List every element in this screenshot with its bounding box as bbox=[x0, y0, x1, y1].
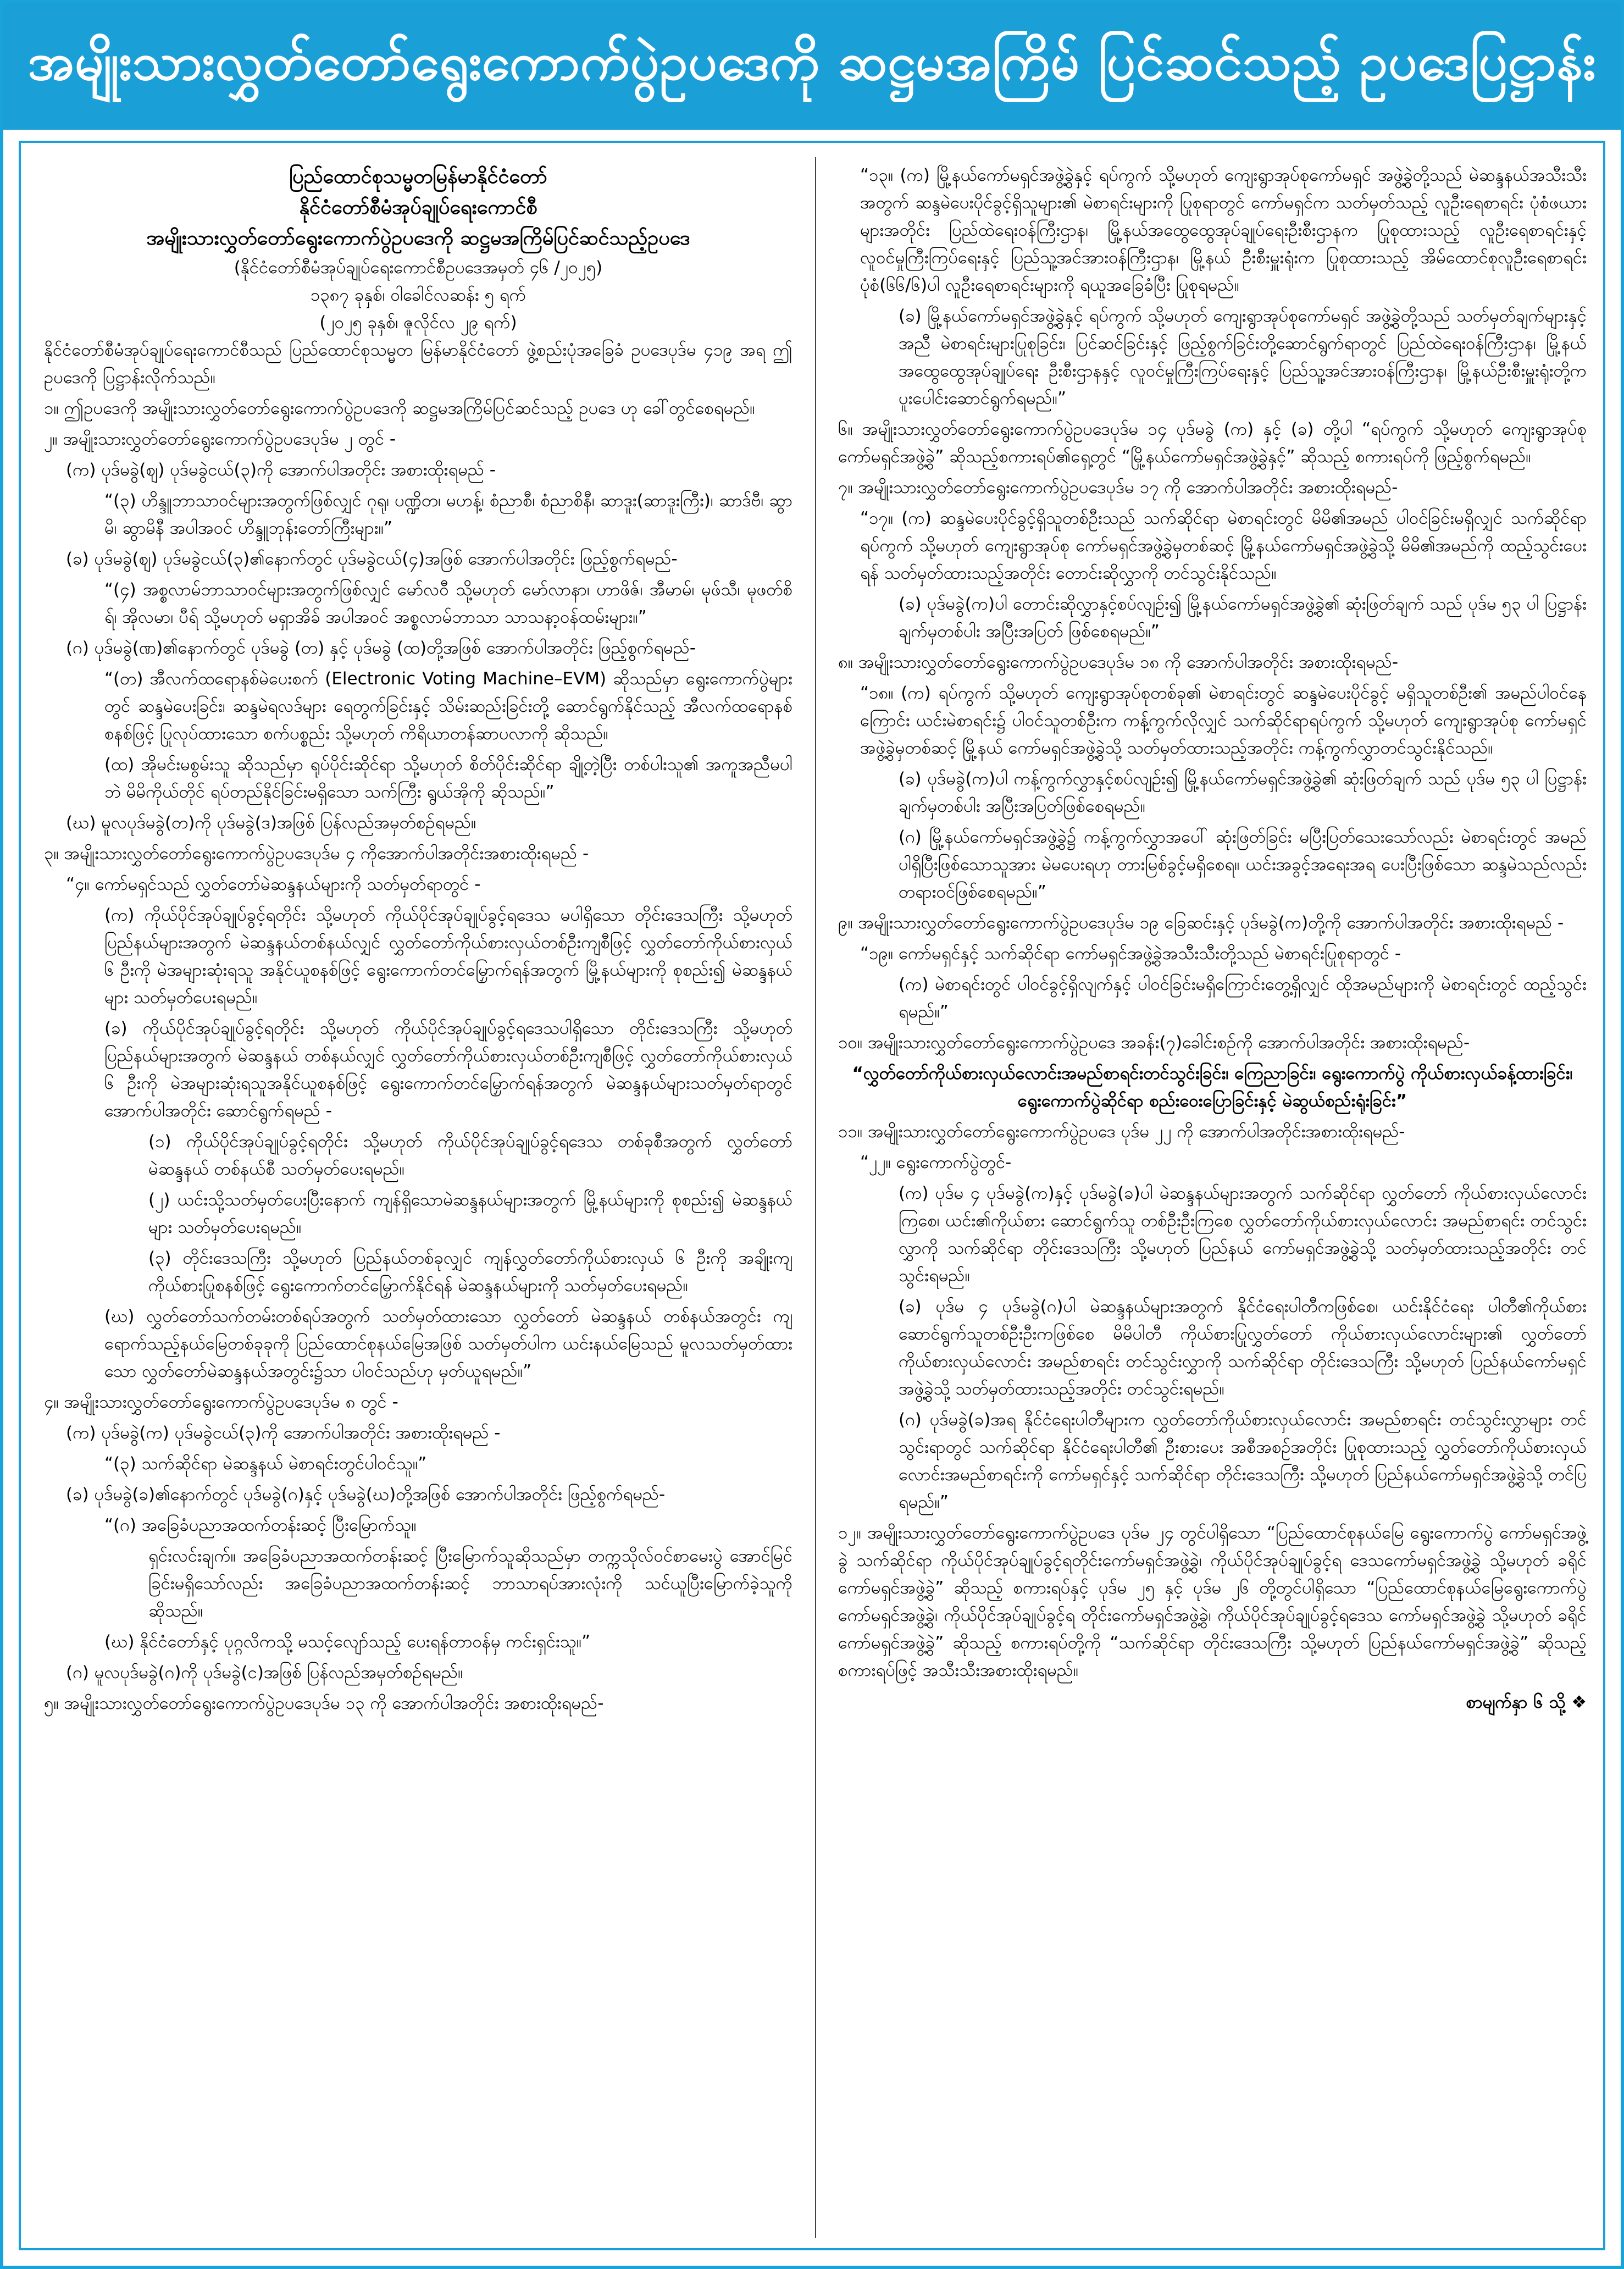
column-divider bbox=[815, 157, 816, 2238]
title-banner bbox=[3, 3, 1621, 130]
law-subheader-line: (နိုင်ငံတော်စီမံအုပ်ချုပ်ရေးကောင်စီဥပဒေအမှတ် ၄၆ /၂၀၂၅) bbox=[234, 258, 603, 278]
law-paragraph: (ဃ) မူလပုဒ်မခွဲ(တ)ကို ပုဒ်မခွဲ(ဒ)အဖြစ် ပြန်လည်အမှတ်စဉ်ရမည်။ bbox=[66, 813, 476, 833]
law-paragraph: (ခ) ပုဒ်မခွဲ(က)ပါ တောင်းဆိုလွှာနှင့်စပ်လျဉ်း၍ မြို့နယ်ကော်မရှင်အဖွဲ့ခွဲ၏ ဆုံးဖြတ်ချက် သည် ပုဒ်မ ၅၃ ပါ ပြဋ္ဌာန်းချက်မှတစ်ပါး အပြီးအပြတ် ဖြစ်စေရမည်။” bbox=[899, 594, 1587, 641]
law-paragraph: “၁၈။ (က) ရပ်ကွက် သို့မဟုတ် ကျေးရွာအုပ်စုတစ်ခု၏ မဲစာရင်းတွင် ဆန္ဒမဲပေးပိုင်ခွင့် မရှိသူတစ်ဦး၏ အမည်ပါဝင်နေကြောင်း ယင်းမဲစာရင်း၌ ပါဝင်သူတစ်ဦးက ကန့်ကွက်လိုလျှင် သက်ဆိုင်ရာရပ်ကွက် သို့မဟုတ် ကျေးရွာအုပ်စု ကော်မရှင်အဖွဲ့ခွဲမှတစ်ဆင့် မြို့နယ် ကော်မရှင်အဖွဲ့ခွဲသို့ သတ်မှတ်ထားသည့်အတိုင်း ကန့်ကွက်လွှာတင်သွင်းနိုင်သည်။ bbox=[860, 683, 1587, 758]
law-paragraph: (ဃ) နိုင်ငံတော်နှင့် ပုဂ္ဂလိကသို့ မသင့်လျော်သည့် ပေးရန်တာဝန်မှ ကင်းရှင်းသူ။” bbox=[104, 1632, 591, 1652]
law-header-line: ပြည်ထောင်စုသမ္မတမြန်မာနိုင်ငံတော် bbox=[289, 165, 547, 188]
right-column bbox=[819, 152, 1605, 2244]
law-paragraph: (ဃ) လွှတ်တော်သက်တမ်းတစ်ရပ်အတွက် သတ်မှတ်ထားသော လွှတ်တော် မဲဆန္ဒနယ် တစ်နယ်အတွင်း ကျရောက်သည့်နယ်မြေတစ်ခုခုကို ပြည်ထောင်စုနယ်မြေအဖြစ် သတ်မှတ်ပါက ယင်းနယ်မြေသည် မူလသတ်မှတ်ထားသော လွှတ်တော်မဲဆန္ဒနယ်အတွင်း၌သာ ပါဝင်သည်ဟု မှတ်ယူရမည်။” bbox=[104, 1307, 792, 1381]
law-paragraph: (ဂ) မြို့နယ်ကော်မရှင်အဖွဲ့ခွဲ၌ ကန့်ကွက်လွှာအပေါ် ဆုံးဖြတ်ခြင်း မပြီးပြတ်သေးသော်လည်း မဲစာရင်းတွင် အမည်ပါရှိပြီးဖြစ်သောသူအား မဲမပေးရဟု တားမြစ်ခွင့်မရှိစေရ။ ယင်းအခွင့်အရေးအရ ပေးပြီးဖြစ်သော ဆန္ဒမဲသည်လည်း တရားဝင်ဖြစ်စေရမည်။” bbox=[899, 827, 1587, 902]
left-paragraphs bbox=[44, 336, 792, 1717]
law-paragraph: (ခ) ကိုယ်ပိုင်အုပ်ချုပ်ခွင့်ရတိုင်း သို့မဟုတ် ကိုယ်ပိုင်အုပ်ချုပ်ခွင့်ရဒေသပါရှိသော တိုင်းဒေသကြီး သို့မဟုတ် ပြည်နယ်များအတွက် မဲဆန္ဒနယ် တစ်နယ်လျှင် လွှတ်တော်ကိုယ်စားလှယ်တစ်ဦးကျစီဖြင့် လွှတ်တော်ကိုယ်စားလှယ် ၆ ဦးကို မဲအများဆုံးရသူအနိုင်ယူစနစ်ဖြင့် ရွေးကောက်တင်မြှောက်ရန်အတွက် မဲဆန္ဒနယ်များသတ်မှတ်ရာတွင် အောက်ပါအတိုင်း ဆောင်ရွက်ရမည် - bbox=[104, 1019, 792, 1121]
law-paragraph: ၅။ အမျိုးသားလွှတ်တော်ရွေးကောက်ပွဲဥပဒေပုဒ်မ ၁၃ ကို အောက်ပါအတိုင်း အစားထိုးရမည်- bbox=[44, 1694, 604, 1713]
law-paragraph: ၂။ အမျိုးသားလွှတ်တော်ရွေးကောက်ပွဲဥပဒေပုဒ်မ ၂ တွင် - bbox=[44, 429, 396, 449]
law-paragraph: (ခ) ပုဒ်မခွဲ(က)ပါ ကန့်ကွက်လွှာနှင့်စပ်လျဉ်း၍ မြို့နယ်ကော်မရှင်အဖွဲ့ခွဲ၏ ဆုံးဖြတ်ချက် သည် ပုဒ်မ ၅၃ ပါ ပြဋ္ဌာန်းချက်မှတစ်ပါး အပြီးအပြတ်ဖြစ်စေရမည်။ bbox=[899, 769, 1587, 816]
law-paragraph: ၇။ အမျိုးသားလွှတ်တော်ရွေးကောက်ပွဲဥပဒေပုဒ်မ ၁၇ ကို အောက်ပါအတိုင်း အစားထိုးရမည်- bbox=[838, 478, 1398, 497]
law-paragraph: နိုင်ငံတော်စီမံအုပ်ချုပ်ရေးကောင်စီသည် ပြည်ထောင်စုသမ္မတ မြန်မာနိုင်ငံတော် ဖွဲ့စည်းပုံအခြေခံ ဥပဒေပုဒ်မ ၄၁၉ အရ ဤဥပဒေကို ပြဋ္ဌာန်းလိုက်သည်။ bbox=[44, 340, 792, 388]
law-header-line: အမျိုးသားလွှတ်တော်ရွေးကောက်ပွဲဥပဒေကို ဆဋ္ဌမအကြိမ်ပြင်ဆင်သည့်ဥပဒေ bbox=[146, 227, 690, 250]
law-paragraph: (က) ကိုယ်ပိုင်အုပ်ချုပ်ခွင့်ရတိုင်း သို့မဟုတ် ကိုယ်ပိုင်အုပ်ချုပ်ခွင့်ရဒေသ မပါရှိသော တိုင်းဒေသကြီး သို့မဟုတ် ပြည်နယ်များအတွက် မဲဆန္ဒနယ်တစ်နယ်လျှင် လွှတ်တော်ကိုယ်စားလှယ်တစ်ဦးကျစီဖြင့် လွှတ်တော်ကိုယ်စားလှယ် ၆ ဦးကို မဲအများဆုံးရသူ အနိုင်ယူစနစ်ဖြင့် ရွေးကောက်တင်မြှောက်ရန်အတွက် မြို့နယ်များကို စုစည်း၍ မဲဆန္ဒနယ်များ သတ်မှတ်ပေးရမည်။ bbox=[104, 905, 792, 1008]
law-subheader-line: ၁၃၈၇ ခုနှစ်၊ ဝါခေါင်လဆန်း ၅ ရက် bbox=[310, 285, 526, 305]
law-paragraph: (ဂ) ပုဒ်မခွဲ(ခ)အရ နိုင်ငံရေးပါတီများက လွှတ်တော်ကိုယ်စားလှယ်လောင်း အမည်စာရင်း တင်သွင်းလွှာများ တင်သွင်းရာတွင် သက်ဆိုင်ရာ နိုင်ငံရေးပါတီ၏ ဦးစားပေး အစီအစဉ်အတိုင်း ပြုစုထားသည့် လွှတ်တော်ကိုယ်စားလှယ်လောင်းအမည်စာရင်းကို ကော်မရှင်နှင့် သက်ဆိုင်ရာ တိုင်းဒေသကြီး သို့မဟုတ် ပြည်နယ်ကော်မရှင်အဖွဲ့ခွဲသို့ တင်ပြရမည်။” bbox=[899, 1410, 1587, 1512]
law-paragraph: ၁၂။ အမျိုးသားလွှတ်တော်ရွေးကောက်ပွဲဥပဒေ ပုဒ်မ ၂၄ တွင်ပါရှိသော “ပြည်ထောင်စုနယ်မြေ ရွေးကောက်ပွဲ ကော်မရှင်အဖွဲ့ခွဲ သက်ဆိုင်ရာ ကိုယ်ပိုင်အုပ်ချုပ်ခွင့်ရတိုင်းကော်မရှင်အဖွဲ့ခွဲ၊ ကိုယ်ပိုင်အုပ်ချုပ်ခွင့်ရ ဒေသကော်မရှင်အဖွဲ့ခွဲ သို့မဟုတ် ခရိုင်ကော်မရှင်အဖွဲ့ခွဲ” ဆိုသည့် စကားရပ်နှင့် ပုဒ်မ ၂၅ နှင့် ပုဒ်မ ၂၆ တို့တွင်ပါရှိသော “ပြည်ထောင်စုနယ်မြေရွေးကောက်ပွဲ ကော်မရှင်အဖွဲ့ခွဲ၊ ကိုယ်ပိုင်အုပ်ချုပ်ခွင့်ရ တိုင်းကော်မရှင်အဖွဲ့ခွဲ၊ ကိုယ်ပိုင်အုပ်ချုပ်ခွင့်ရဒေသ ကော်မရှင်အဖွဲ့ခွဲ သို့မဟုတ် ခရိုင်ကော်မရှင်အဖွဲ့ခွဲ” ဆိုသည့် စကားရပ်တို့ကို “သက်ဆိုင်ရာ တိုင်းဒေသကြီး သို့မဟုတ် ပြည်နယ်ကော်မရှင်အဖွဲ့ခွဲ” ဆိုသည့် စကားရပ်ဖြင့် အသီးသီးအစားထိုးရမည်။ bbox=[838, 1523, 1587, 1680]
law-paragraph: (၁) ကိုယ်ပိုင်အုပ်ချုပ်ခွင့်ရတိုင်း သို့မဟုတ် ကိုယ်ပိုင်အုပ်ချုပ်ခွင့်ရဒေသ တစ်ခုစီအတွက် လွှတ်တော်မဲဆန္ဒနယ် တစ်နယ်စီ သတ်မှတ်ပေးရမည်။ bbox=[148, 1132, 792, 1179]
left-column bbox=[25, 152, 811, 2244]
law-paragraph: ၁၁။ အမျိုးသားလွှတ်တော်ရွေးကောက်ပွဲဥပဒေ ပုဒ်မ ၂၂ ကို အောက်ပါအတိုင်းအစားထိုးရမည်- bbox=[838, 1122, 1405, 1142]
law-paragraph: ၈။ အမျိုးသားလွှတ်တော်ရွေးကောက်ပွဲဥပဒေပုဒ်မ ၁၈ ကို အောက်ပါအတိုင်း အစားထိုးရမည်- bbox=[838, 652, 1399, 672]
law-paragraph: “၄။ ကော်မရှင်သည် လွှတ်တော်မဲဆန္ဒနယ်များကို သတ်မှတ်ရာတွင် - bbox=[66, 875, 481, 894]
law-paragraph: “(တ) အီလက်ထရောနစ်မဲပေးစက် (Electronic Voting Machine–EVM) ဆိုသည်မှာ ရွေးကောက်ပွဲများတွင် ဆန္ဒမဲပေးခြင်း၊ ဆန္ဒမဲရလဒ်များ ရေတွက်ခြင်းနှင့် သိမ်းဆည်းခြင်းတို့ ဆောင်ရွက်နိုင်သည့် အီလက်ထရောနစ်စနစ်ဖြင့် ပြုလုပ်ထားသော စက်ပစ္စည်း သို့မဟုတ် ကိရိယာတန်ဆာပလာကို ဆိုသည်။ bbox=[104, 669, 792, 744]
law-paragraph: “(ဂ) အခြေခံပညာအထက်တန်းဆင့် ပြီးမြောက်သူ။ bbox=[104, 1515, 417, 1535]
law-paragraph: “(၄) အစ္စလာမ်ဘာသာဝင်များအတွက်ဖြစ်လျှင် မော်လဝီ သို့မဟုတ် မော်လာနာ၊ ဟာဖိဇ်၊ အီမာမ်၊ မုဖ်သီ၊ မုဖတ်စိရ်၊ အိုလမာ၊ ပီရ် သို့မဟုတ် မရှာအိခ် အပါအဝင် အစ္စလာမ်ဘာသာ သာသနာ့ဝန်ထမ်းများ။” bbox=[104, 580, 792, 627]
law-header-line: နိုင်ငံတော်စီမံအုပ်ချုပ်ရေးကောင်စီ bbox=[299, 196, 537, 219]
law-paragraph: (က) မဲစာရင်းတွင် ပါဝင်ခွင့်ရှိလျက်နှင့် ပါဝင်ခြင်းမရှိကြောင်းတွေ့ရှိလျှင် ထိုအမည်များကို မဲစာရင်းတွင် ထည့်သွင်းရမည်။” bbox=[899, 975, 1587, 1022]
law-paragraph: ရှင်းလင်းချက်။ အခြေခံပညာအထက်တန်းဆင့် ပြီးမြောက်သူဆိုသည်မှာ တက္ကသိုလ်ဝင်စာမေးပွဲ အောင်မြင်ခြင်းမရှိသော်လည်း အခြေခံပညာအထက်တန်းဆင့် ဘာသာရပ်အားလုံးကို သင်ယူပြီးမြောက်ခဲ့သူကို ဆိုသည်။ bbox=[148, 1546, 792, 1621]
law-paragraph: “၁၉။ ကော်မရှင်နှင့် သက်ဆိုင်ရာ ကော်မရှင်အဖွဲ့ခွဲအသီးသီးတို့သည် မဲစာရင်းပြုစုရာတွင် - bbox=[860, 944, 1401, 964]
law-paragraph: (က) ပုဒ်မခွဲ(က) ပုဒ်မခွဲငယ်(၃)ကို အောက်ပါအတိုင်း အစားထိုးရမည် - bbox=[66, 1423, 501, 1443]
law-paragraph: “၁၃။ (က) မြို့နယ်ကော်မရှင်အဖွဲ့ခွဲနှင့် ရပ်ကွက် သို့မဟုတ် ကျေးရွာအုပ်စုကော်မရှင် အဖွဲ့ခွဲတို့သည် မဲဆန္ဒနယ်အသီးသီးအတွက် ဆန္ဒမဲပေးပိုင်ခွင့်ရှိသူများ၏ မဲစာရင်းများကို ပြုစုရာတွင် ကော်မရှင်က သတ်မှတ်သည့် လူဦးရေစာရင်း ပုံစံဖယားများအတိုင်း ပြည်ထဲရေးဝန်ကြီးဌာန၊ မြို့နယ်အထွေထွေအုပ်ချုပ်ရေးဦးစီးဌာနက ပြုစုထားသည့် လူဦးရေစာရင်းနှင့် လူဝင်မှုကြီးကြပ်ရေးနှင့် ပြည်သူ့အင်အားဝန်ကြီးဌာန၊ မြို့နယ် ဦးစီးမှူးရုံးက ပြုစုထားသည့် အိမ်ထောင်စုလူဦးရေစာရင်းပုံစံ(၆၆/၆)ပါ လူဦးရေစာရင်းများကို ရယူအခြေခံပြီး ပြုစုရမည်။ bbox=[860, 165, 1587, 295]
law-header bbox=[44, 162, 792, 336]
law-paragraph: (ခ) ပုဒ်မ ၄ ပုဒ်မခွဲ(ဂ)ပါ မဲဆန္ဒနယ်များအတွက် နိုင်ငံရေးပါတီကဖြစ်စေ၊ ယင်းနိုင်ငံရေး ပါတီ၏ကိုယ်စား ဆောင်ရွက်သူတစ်ဦးဦးကဖြစ်စေ မိမိပါတီ ကိုယ်စားပြုလွှတ်တော် ကိုယ်စားလှယ်လောင်းများ၏ လွှတ်တော်ကိုယ်စားလှယ်လောင်း အမည်စာရင်း တင်သွင်းလွှာကို သက်ဆိုင်ရာ တိုင်းဒေသကြီး သို့မဟုတ် ပြည်နယ်ကော်မရှင်အဖွဲ့ခွဲသို့ သတ်မှတ်ထားသည့်အတိုင်း တင်သွင်းရမည်။ bbox=[899, 1297, 1587, 1399]
law-paragraph: “လွှတ်တော်ကိုယ်စားလှယ်လောင်းအမည်စာရင်းတင်သွင်းခြင်း၊ ကြေညာခြင်း၊ ရွေးကောက်ပွဲ ကိုယ်စားလှယ်ခန့်ထားခြင်း၊ ရွေးကောက်ပွဲဆိုင်ရာ စည်းဝေးပြောခြင်းနှင့် မဲဆွယ်စည်းရုံးခြင်း” bbox=[852, 1064, 1573, 1111]
law-paragraph: “၁၇။ (က) ဆန္ဒမဲပေးပိုင်ခွင့်ရှိသူတစ်ဦးသည် သက်ဆိုင်ရာ မဲစာရင်းတွင် မိမိ၏အမည် ပါဝင်ခြင်းမရှိလျှင် သက်ဆိုင်ရာရပ်ကွက် သို့မဟုတ် ကျေးရွာအုပ်စု ကော်မရှင်အဖွဲ့ခွဲမှတစ်ဆင့် မြို့နယ်ကော်မရှင်အဖွဲ့ခွဲသို့ မိမိ၏အမည်ကို ထည့်သွင်းပေးရန် သတ်မှတ်ထားသည့်အတိုင်း တောင်းဆိုလွှာကို တင်သွင်းနိုင်သည်။ bbox=[860, 508, 1587, 583]
law-paragraph: (၃) တိုင်းဒေသကြီး သို့မဟုတ် ပြည်နယ်တစ်ခုလျှင် ကျန်လွှတ်တော်ကိုယ်စားလှယ် ၆ ဦးကို အချိုးကျကိုယ်စားပြုစနစ်ဖြင့် ရွေးကောက်တင်မြှောက်နိုင်ရန် မဲဆန္ဒနယ်များကို သတ်မှတ်ပေးရမည်။ bbox=[148, 1248, 792, 1296]
law-paragraph: ၁။ ဤဥပဒေကို အမျိုးသားလွှတ်တော်ရွေးကောက်ပွဲဥပဒေကို ဆဋ္ဌမအကြိမ်ပြင်ဆင်သည့် ဥပဒေ ဟု ခေါ်တွင်စေရမည်။ bbox=[44, 399, 755, 418]
law-paragraph: ၄။ အမျိုးသားလွှတ်တော်ရွေးကောက်ပွဲဥပဒေပုဒ်မ ၈ တွင် - bbox=[44, 1392, 398, 1412]
continued-note: စာမျက်နှာ ၆ သို့ ❖ bbox=[1466, 1692, 1587, 1712]
law-paragraph: (က) ပုဒ်မ ၄ ပုဒ်မခွဲ(က)နှင့် ပုဒ်မခွဲ(ခ)ပါ မဲဆန္ဒနယ်များအတွက် သက်ဆိုင်ရာ လွှတ်တော် ကိုယ်စားလှယ်လောင်းကြစေ၊ ယင်း၏ကိုယ်စား ဆောင်ရွက်သူ တစ်ဦးဦးကြစေ လွှတ်တော်ကိုယ်စားလှယ်လောင်း အမည်စာရင်း တင်သွင်းလွှာကို သက်ဆိုင်ရာ တိုင်းဒေသကြီး သို့မဟုတ် ပြည်နယ် ကော်မရှင်အဖွဲ့ခွဲသို့ သတ်မှတ်ထားသည့်အတိုင်း တင်သွင်းရမည်။ bbox=[899, 1183, 1587, 1286]
law-subheader-line: (၂၀၂၅ ခုနှစ်၊ ဇူလိုင်လ ၂၉ ရက်) bbox=[319, 313, 517, 333]
law-paragraph: (၂) ယင်းသို့သတ်မှတ်ပေးပြီးနောက် ကျန်ရှိသောမဲဆန္ဒနယ်များအတွက် မြို့နယ်များကို စုစည်း၍ မဲဆန္ဒနယ်များ သတ်မှတ်ပေးရမည်။ bbox=[148, 1190, 792, 1237]
law-paragraph: (ထ) အိုမင်းမစွမ်းသူ ဆိုသည်မှာ ရုပ်ပိုင်းဆိုင်ရာ သို့မဟုတ် စိတ်ပိုင်းဆိုင်ရာ ချို့တဲ့ပြီး တစ်ပါးသူ၏ အကူအညီမပါဘဲ မိမိကိုယ်တိုင် ရပ်တည်နိုင်ခြင်းမရှိသော သက်ကြီး ရွယ်အိုကို ဆိုသည်။” bbox=[104, 755, 792, 802]
law-paragraph: ၃။ အမျိုးသားလွှတ်တော်ရွေးကောက်ပွဲဥပဒေပုဒ်မ ၄ ကိုအောက်ပါအတိုင်းအစားထိုးရမည် - bbox=[44, 844, 589, 864]
law-paragraph: (ခ) မြို့နယ်ကော်မရှင်အဖွဲ့ခွဲနှင့် ရပ်ကွက် သို့မဟုတ် ကျေးရွာအုပ်စုကော်မရှင် အဖွဲ့ခွဲတို့သည် သတ်မှတ်ချက်များနှင့်အညီ မဲစာရင်းများပြုစုခြင်း၊ ပြင်ဆင်ခြင်းနှင့် ဖြည့်စွက်ခြင်းတို့ဆောင်ရွက်ရာတွင် ပြည်ထဲရေးဝန်ကြီးဌာန၊ မြို့နယ်အထွေထွေအုပ်ချုပ်ရေး ဦးစီးဌာနနှင့် လူဝင်မှုကြီးကြပ်ရေးနှင့် ပြည်သူ့အင်အားဝန်ကြီးဌာန၊ မြို့နယ်ဦးစီးမှူးရုံးတို့က ပူးပေါင်းဆောင်ရွက်ရမည်။” bbox=[899, 306, 1587, 408]
right-paragraphs bbox=[838, 162, 1587, 1684]
law-paragraph: (ခ) ပုဒ်မခွဲ(ဈ) ပုဒ်မခွဲငယ်(၃)၏နောက်တွင် ပုဒ်မခွဲငယ်(၄)အဖြစ် အောက်ပါအတိုင်း ဖြည့်စွက်ရမည်- bbox=[66, 549, 678, 569]
law-paragraph: (က) ပုဒ်မခွဲ(ဈ) ပုဒ်မခွဲငယ်(၃)ကို အောက်ပါအတိုင်း အစားထိုးရမည် - bbox=[66, 460, 496, 480]
law-paragraph: ၉။ အမျိုးသားလွှတ်တော်ရွေးကောက်ပွဲဥပဒေပုဒ်မ ၁၉ ခြေဆင်းနှင့် ပုဒ်မခွဲ(က)တို့ကို အောက်ပါအတိုင်း အစားထိုးရမည် - bbox=[838, 913, 1564, 933]
law-paragraph: ၆။ အမျိုးသားလွှတ်တော်ရွေးကောက်ပွဲဥပဒေပုဒ်မ ၁၄ ပုဒ်မခွဲ (က) နှင့် (ခ) တို့ပါ “ရပ်ကွက် သို့မဟုတ် ကျေးရွာအုပ်စုကော်မရှင်အဖွဲ့ခွဲ” ဆိုသည့်စကားရပ်၏ရှေ့တွင် “မြို့နယ်ကော်မရှင်အဖွဲ့ခွဲနှင့်” ဆိုသည့် စကားရပ်ကို ဖြည့်စွက်ရမည်။ bbox=[838, 419, 1587, 467]
law-paragraph: “၂၂။ ရွေးကောက်ပွဲတွင်- bbox=[860, 1153, 1012, 1172]
law-paragraph: ၁၀။ အမျိုးသားလွှတ်တော်ရွေးကောက်ပွဲဥပဒေ အခန်း(၇)ခေါင်းစဉ်ကို အောက်ပါအတိုင်း အစားထိုးရမည်- bbox=[838, 1033, 1470, 1053]
law-paragraph: (ဂ) ပုဒ်မခွဲ(ဏ)၏နောက်တွင် ပုဒ်မခွဲ (တ) နှင့် ပုဒ်မခွဲ (ထ)တို့အဖြစ် အောက်ပါအတိုင်း ဖြည့်စွက်ရမည်- bbox=[66, 638, 696, 658]
law-paragraph: “(၃) ဟိန္ဒူဘာသာဝင်များအတွက်ဖြစ်လျှင် ဂုရု၊ ပဏ္ဍိတ၊ မဟန့်၊ စံညာစီ၊ စံညာစိနီ၊ ဆာဒူး(ဆာဒူးကြီး)၊ ဆာဒ်ဗီ၊ ဆွာမိ၊ ဆွာမိနီ အပါအဝင် ဟိန္ဒူဘုန်းတော်ကြီးများ။” bbox=[104, 491, 792, 538]
law-paragraph: (ဂ) မူလပုဒ်မခွဲ(ဂ)ကို ပုဒ်မခွဲ(င)အဖြစ် ပြန်လည်အမှတ်စဉ်ရမည်။ bbox=[66, 1663, 463, 1683]
law-paragraph: “(၃) သက်ဆိုင်ရာ မဲဆန္ဒနယ် မဲစာရင်းတွင်ပါဝင်သူ။” bbox=[104, 1454, 427, 1474]
law-paragraph: (ခ) ပုဒ်မခွဲ(ခ)၏နောက်တွင် ပုဒ်မခွဲ(ဂ)နှင့် ပုဒ်မခွဲ(ဃ)တို့အဖြစ် အောက်ပါအတိုင်း ဖြည့်စွက်ရမည်- bbox=[66, 1485, 666, 1504]
page-title: အမျိုးသားလွှတ်တော်ရွေးကောက်ပွဲဥပဒေကို ဆဋ္ဌမအကြိမ် ပြင်ဆင်သည့် ဥပဒေပြဋ္ဌာန်း bbox=[27, 32, 1597, 91]
